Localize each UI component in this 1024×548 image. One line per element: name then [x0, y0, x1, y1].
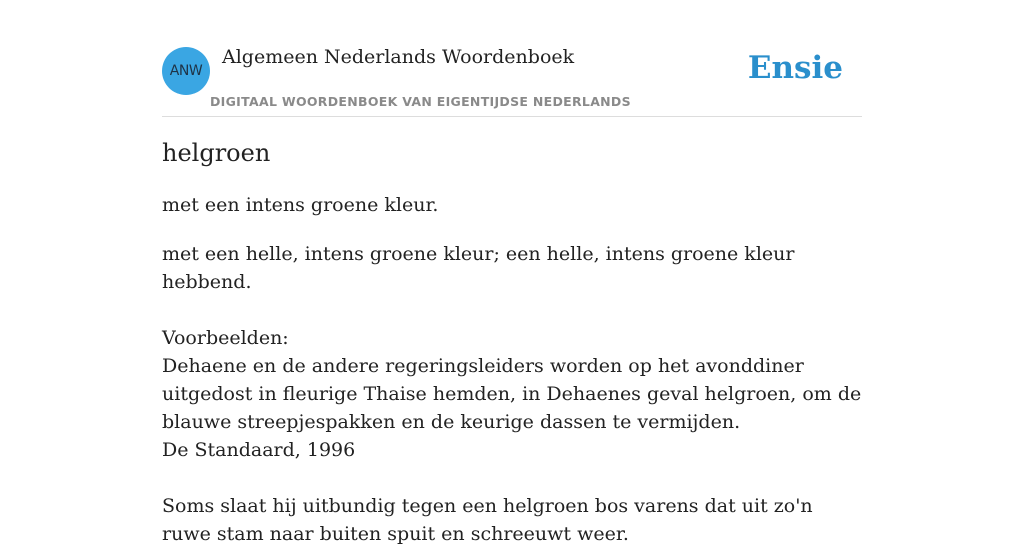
- logo-text: ANW: [169, 63, 203, 79]
- site-title[interactable]: Algemeen Nederlands Woordenboek: [222, 46, 575, 68]
- entry-body: [162, 240, 862, 548]
- anw-logo[interactable]: [162, 47, 210, 95]
- site-subtitle: DIGITAAL WOORDENBOEK VAN EIGENTIJDSE NEDERLANDS: [210, 94, 631, 109]
- full-definition: met een helle, intens groene kleur; een helle, intens groene kleur hebbend.: [162, 243, 795, 293]
- example-text: Dehaene en de andere regeringsleiders worden op het avonddiner uitgedost in fleurige Thaise hemden, in Dehaenes geval helgroen, om de blauwe streepjespakken en de keurige dassen te vermijden.: [162, 355, 862, 433]
- example-text: Soms slaat hij uitbundig tegen een helgroen bos varens dat uit zo'n ruwe stam naar buiten spuit en schreeuwt weer.: [162, 495, 813, 545]
- page-container: [162, 0, 862, 545]
- examples-label: Voorbeelden:: [162, 327, 289, 349]
- site-header: [162, 0, 862, 117]
- example-source: De Standaard, 1996: [162, 439, 356, 461]
- entry-headword: helgroen: [162, 139, 271, 167]
- short-definition: met een intens groene kleur.: [162, 194, 439, 216]
- ensie-brand-link[interactable]: Ensie: [747, 50, 843, 86]
